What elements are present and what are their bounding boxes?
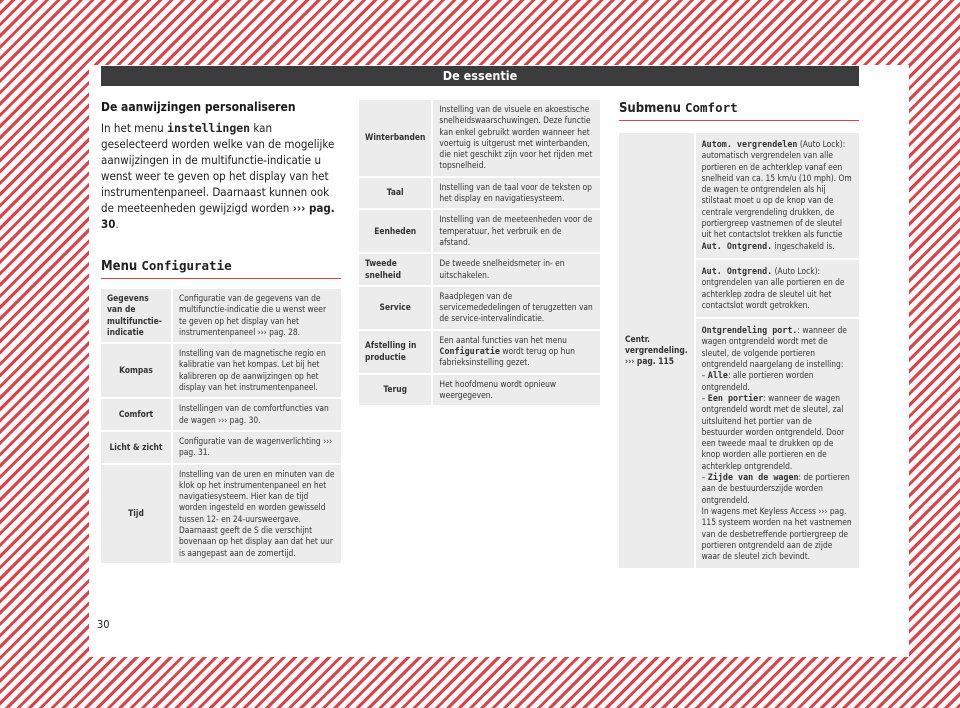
section-title: De aanwijzingen personaliseren [101,100,296,114]
submenu-name: Comfort [684,100,738,115]
row-value [696,260,859,317]
row-value: Het hoofdmenu wordt opnieuw weergegeven. [433,375,600,406]
menu-word: Menu [101,259,138,274]
row-key: Comfort [101,399,173,430]
menu-heading [101,258,341,279]
submenu-word: Submenu [619,101,681,116]
middle-column [359,98,600,407]
comfort-table [619,131,859,570]
option-name: Ontgrendeling port. [701,325,798,336]
table-row [359,287,600,329]
table-row [101,465,341,563]
intro-menu-name: instellingen [167,121,251,135]
table-row [359,178,600,209]
table-row [101,432,341,463]
intro-paragraph [101,120,341,232]
row-value: Instelling van de taal voor de teksten op het display en navigatiesysteem. [433,178,600,209]
row-key: Tijd [101,465,173,563]
row-key: Winterbanden [359,100,433,176]
option-text: (Auto Lock): automatisch vergrendelen van alle portieren en de achterklep vanaf een snelheid van ca. 15 km/u (10 mph). Om de wagen te ontgrendelen als hij stilstaat moet u op de knop van de centrale vergrendeling drukken, de portiergreep vastnemen of de sleutel uit het contactslot trekken als functie [701,139,852,240]
configuratie-table-part2 [359,98,600,407]
option-text: : alle portieren worden ontgrendeld. [701,370,814,392]
row-value: Ontgrendeling port.: wanneer de wagen ontgrendeld wordt met de sleutel, de volgende portieren ontgrendeld naargelang de instelling: – Alle: alle portieren worden ontgrendeld. – Een portier: wanneer de wagen ontgrendeld wordt met de sleutel, zal uitsluitend het portier van de bestuurder worden ontgrendeld. Door een tweede maal te drukken op de knop worden alle portieren en de achterklep ontgrendeld. – Zijde van de wagen: de portieren aan de bestuurderszijde worden ontgrendeld. In wagens met Keyless Access ››› pag. 115 systeem worden na het vastnemen van de desbetreffende portiergreep de portieren ontgrendeld aan de zijde waar de sleutel zich bevindt. [696,319,859,568]
row-key: Terug [359,375,433,406]
row-key: Taal [359,178,433,209]
row-key: Tweede snelheid [359,254,433,285]
row-value: Instelling van de magnetische regio en kalibratie van het kompas. Let bij het kalibreren op de aanwijzingen op het display van het instrumentenpaneel. [173,344,341,397]
table-row [359,210,600,252]
option-text: : wanneer de wagen ontgrendeld wordt met de sleutel, de volgende portieren ontgrendeld naargelang de instelling: [701,325,847,370]
row-key: Gegevens van de multifunctie-indicatie [101,289,173,342]
row-value: Raadplegen van de servicemededelingen of terugzetten van de service-intervalindicatie. [433,287,600,329]
row-key: Service [359,287,433,329]
left-column [101,96,341,565]
row-menu-name: Configuratie [439,346,500,357]
table-row [101,344,341,397]
intro-text-2: kan geselecteerd worden welke van de mogelijke aanwijzingen in de multifunctie-indicatie u wenst weer te geven op het display van het instrumentenpaneel. Daarnaast kunnen ook de meeteenheden gewijzigd worden [101,121,335,215]
option-text: : wanneer de wagen ontgrendeld wordt met de sleutel, zal uitsluitend het portier van de bestuurder worden ontgrendeld. Door een tweede maal te drukken op de knop worden alle portieren en de achterklep ontgrendeld. [701,392,845,471]
table-row [359,100,600,176]
row-value: Instelling van de visuele en akoestische snelheidswaarschuwingen. Deze functie kan enkel gebruikt worden wanneer het voertuig is uitgerust met winterbanden, die niet geschikt zijn voor het rijden met topsnelheid. [433,100,600,176]
intro-text-1: In het menu [101,121,168,135]
row-key: Centr. vergrendeling. ››› pag. 115 [619,133,696,568]
row-value: Instelling van de meeteenheden voor de temperatuur, het verbruik en de afstand. [433,210,600,252]
option-name: Autom. vergrendelen [701,139,798,149]
table-row [101,289,341,342]
row-key: Kompas [101,344,173,397]
table-row [359,331,600,373]
menu-name: Configuratie [141,258,232,273]
page-number: 30 [97,618,110,631]
row-value: Configuratie van de wagenverlichting ››› pag. 31. [173,432,341,463]
intro-end: . [115,217,119,231]
option-name: Aut. Ontgrend. [701,240,773,251]
row-value: Configuratie van de gegevens van de multifunctie-indicatie die u wenst weer te geven op het display van het instrumentenpaneel ››› pag. 28. [173,289,341,342]
row-value: Instelling van de uren en minuten van de klok op het instrumentenpaneel en het navigatiesysteem. Hier kan de tijd worden ingesteld en worden gewisseld tussen 12- en 24-uursweergave. Daarnaast geeft de S die verschijnt bovenaan op het display aan dat het uur is aangepast aan de zomertijd. [173,465,341,563]
option-name: Zijde van de wagen [707,472,799,483]
row-value [696,133,859,258]
right-column [619,96,859,570]
option-name: Aut. Ontgrend. [701,265,773,276]
row-key: Afstelling in productie [359,331,433,373]
option-name: Een portier [707,392,764,403]
keyless-note: In wagens met Keyless Access ››› pag. 115 systeem worden na het vastnemen van de desbetreffende portiergreep de portieren ontgrendeld aan de zijde waar de sleutel zich bevindt. [701,505,852,562]
table-row [359,375,600,406]
page-header: De essentie [101,66,859,86]
option-name: Alle [707,370,728,381]
row-value [433,331,600,373]
row-value: Instellingen van de comfortfuncties van de wagen ››› pag. 30. [173,399,341,430]
page-reference[interactable]: ››› pag. 30 [101,201,335,231]
table-row [359,254,600,285]
option-text: : de portieren aan de bestuurderszijde worden ontgrendeld. [701,472,850,505]
row-key: Eenheden [359,210,433,252]
configuratie-table-part1 [101,287,341,565]
row-value: De tweede snelheidsmeter in- en uitschakelen. [433,254,600,285]
submenu-heading [619,100,859,121]
row-key: Licht & zicht [101,432,173,463]
table-row [101,399,341,430]
row-text-1: Een aantal functies van het menu [439,334,567,345]
option-text: ingeschakeld is. [772,240,835,251]
option-text: (Auto Lock): ontgrendelen van alle portieren en de achterklep zodra de sleutel uit het contactslot wordt getrokken. [701,265,845,310]
row-text-2: wordt terug op hun fabrieksinstelling gezet. [439,346,575,368]
table-row [619,133,859,258]
